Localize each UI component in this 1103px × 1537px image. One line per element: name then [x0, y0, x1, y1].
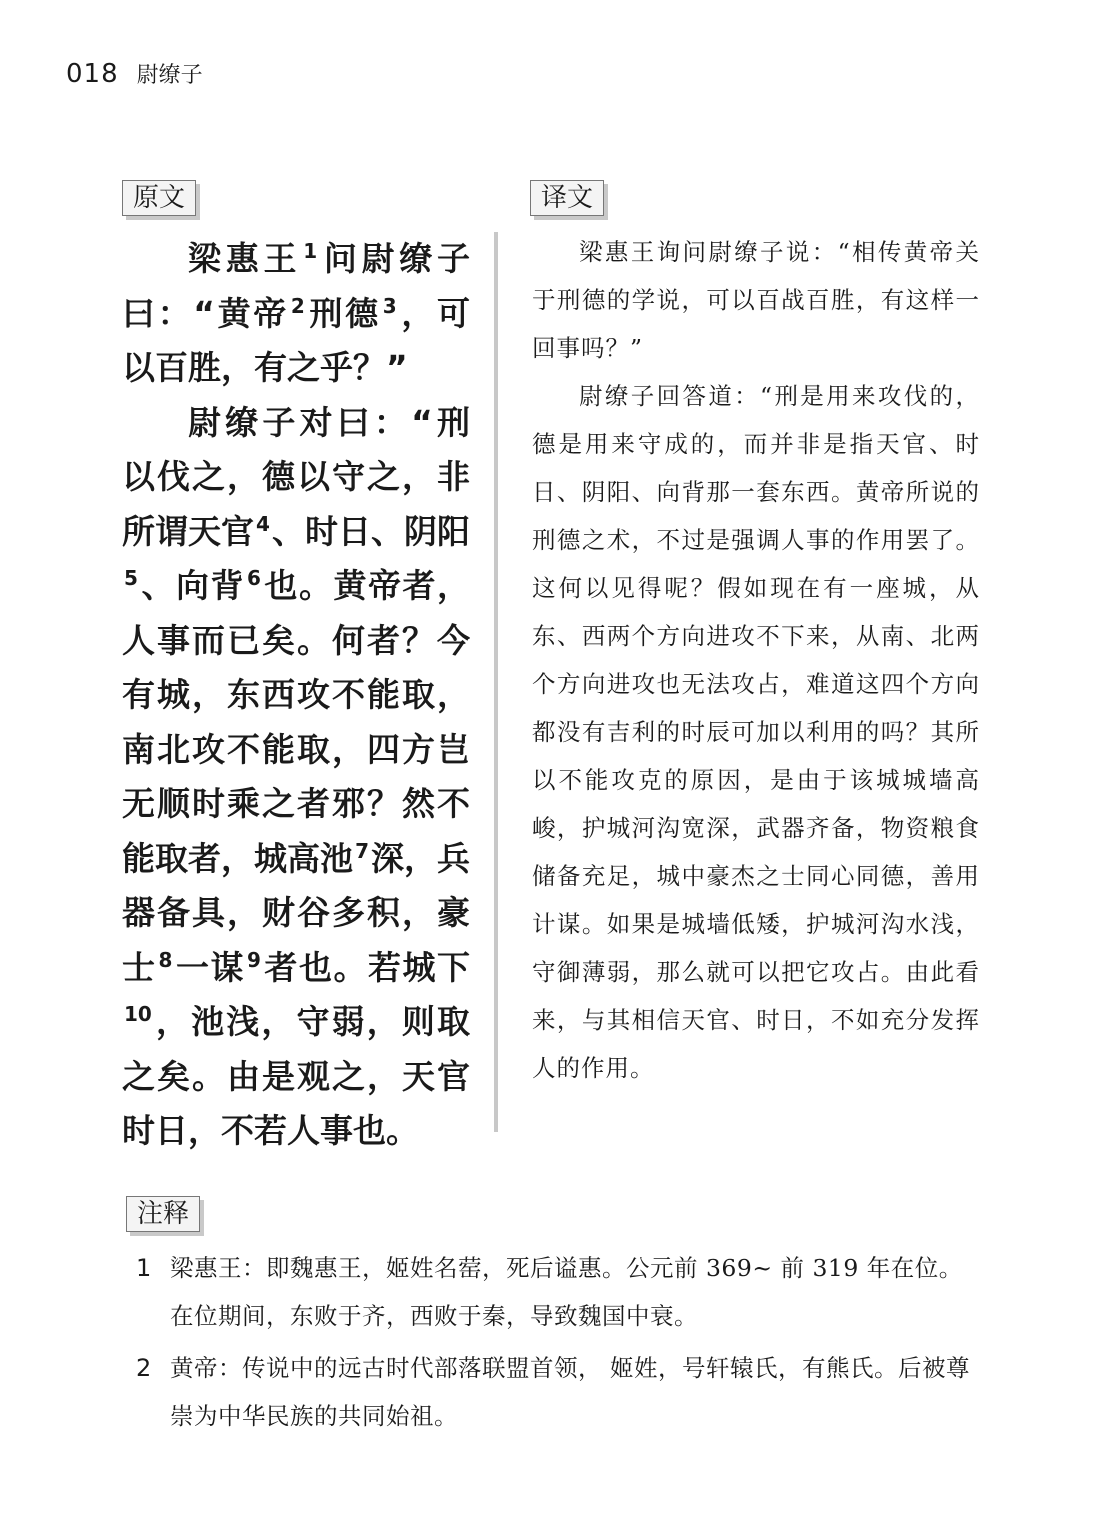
original-paragraph	[122, 232, 470, 396]
footnote-marker: 6	[246, 566, 261, 590]
original-paragraph	[122, 396, 470, 1159]
footnote-marker: 2	[290, 293, 305, 318]
footnote-marker: 3	[382, 293, 397, 318]
translation-label: 译文	[530, 180, 604, 216]
note-item	[136, 1344, 986, 1440]
original-text-span: 者也。若城下	[262, 947, 470, 987]
book-title: 尉缭子	[136, 63, 203, 88]
original-text-span: 刑德	[306, 293, 381, 333]
translation-paragraph: 梁惠王询问尉缭子说：“相传黄帝关于刑德的学说，可以百战百胜，有这样一回事吗？”	[532, 238, 980, 362]
original-text-span: 梁惠王	[188, 239, 302, 278]
original-text-span: ，可以百胜，有之乎？”	[122, 293, 470, 387]
footnote-marker: 4	[256, 511, 270, 536]
footnote-marker: 7	[355, 838, 369, 863]
note-number: 2	[136, 1354, 152, 1382]
original-text	[122, 232, 470, 1159]
original-text-span: 问尉缭子曰：“黄帝	[122, 239, 471, 333]
note-number: 1	[136, 1254, 152, 1282]
running-head	[66, 58, 203, 89]
note-item	[136, 1244, 986, 1340]
footnote-marker: 10	[124, 1002, 152, 1026]
original-text-span: 一谋	[174, 947, 245, 987]
original-text-label: 原文	[122, 180, 196, 216]
footnote-marker: 1	[303, 239, 318, 263]
footnote-marker: 9	[246, 947, 261, 972]
original-text-span: 、时日、阴阳	[271, 511, 470, 551]
notes-list	[136, 1244, 986, 1440]
page-number: 018	[66, 59, 119, 89]
original-text-span: 尉缭子对曰：“刑以伐之，德以守之，非所谓天官	[122, 402, 470, 551]
column-divider	[494, 232, 498, 1132]
footnote-marker: 5	[124, 566, 138, 590]
translation-paragraph: 尉缭子回答道：“刑是用来攻伐的，德是用来守成的，而并非是指天官、时日、阴阳、向背那一套东西。黄帝所说的刑德之术，不过是强调人事的作用罢了。这何以见得呢？假如现在有一座城，从东、西两个方向进攻不下来，从南、北两个方向进攻也无法攻占，难道这四个方向都没有吉利的时辰可加以利用的吗？其所以不能攻克的原因，是由于该城城墙高峻，护城河沟宽深，武器齐备，物资粮食储备充足，城中豪杰之士同心同德，善用计谋。如果是城墙低矮，护城河沟水浅，守御薄弱，那么就可以把它攻占。由此看来，与其相信天官、时日，不如充分发挥人的作用。	[532, 382, 980, 1082]
note-text: 黄帝：传说中的远古时代部落联盟首领， 姬姓，号轩辕氏，有熊氏。后被尊崇为中华民族的共同始祖。	[170, 1354, 970, 1430]
original-text-span: 也。黄帝者，人事而已矣。何者？今有城，东西攻不能取，南北攻不能取，四方岂无顺时乘之者邪？然不能取者，城高池	[122, 566, 470, 878]
notes-label: 注释	[126, 1196, 200, 1232]
original-text-span: 深，兵器备具，财谷多积，豪士	[122, 838, 471, 987]
original-text-span: 、向背	[139, 566, 245, 605]
note-text: 梁惠王：即魏惠王，姬姓名䓨，死后谥惠。公元前 369~ 前 319 年在位。在位期间，东败于齐，西败于秦，导致魏国中衰。	[170, 1254, 963, 1330]
translation-text	[532, 228, 980, 1092]
original-text-span: ，池浅，守弱，则取之矣。由是观之，天官时日，不若人事也。	[122, 1002, 470, 1150]
footnote-marker: 8	[158, 947, 173, 972]
